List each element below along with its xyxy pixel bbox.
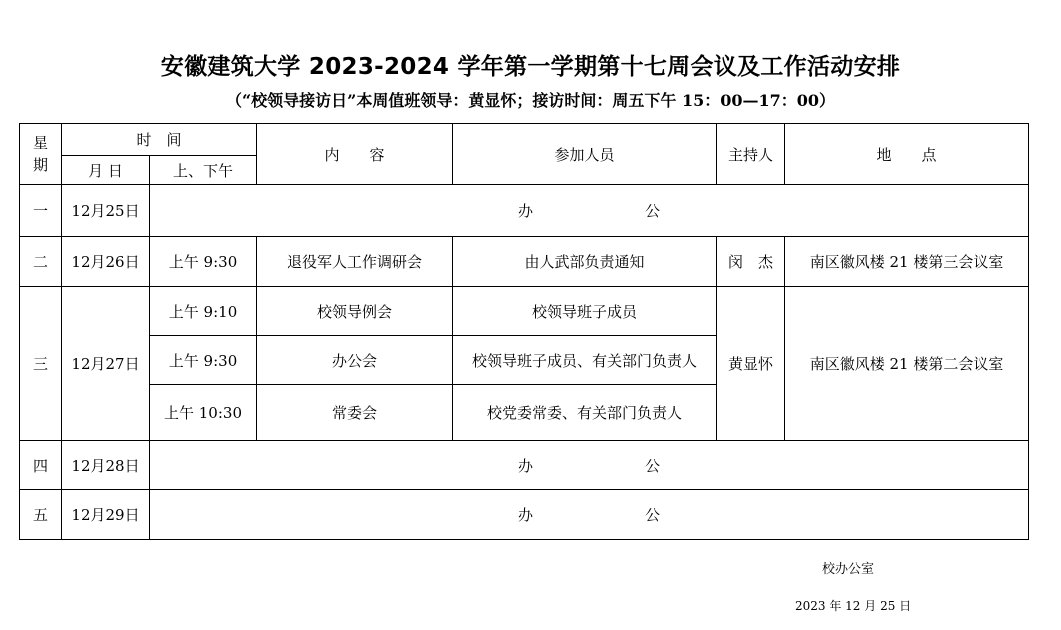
host-cell: 黄显怀 [717,287,785,441]
location-cell: 南区徽风楼 21 楼第三会议室 [785,237,1029,287]
header-participants: 参加人员 [453,124,717,185]
participants-cell: 校领导班子成员、有关部门负责人 [453,336,717,385]
date-cell: 12月27日 [62,287,150,441]
content-cell: 校领导例会 [257,287,453,336]
participants-cell: 校党委常委、有关部门负责人 [453,385,717,441]
participants-cell: 由人武部负责通知 [453,237,717,287]
table-row [20,490,1029,540]
weekday-cell: 一 [20,185,62,237]
header-host: 主持人 [717,124,785,185]
location-cell: 南区徽风楼 21 楼第二会议室 [785,287,1029,441]
weekday-cell: 五 [20,490,62,540]
date-cell: 12月26日 [62,237,150,287]
office-cell: 办 公 [150,490,1029,540]
participants-cell: 校领导班子成员 [453,287,717,336]
header-row [20,124,1029,156]
date-cell: 12月25日 [62,185,150,237]
header-weekday: 星期 [20,124,62,185]
header-ampm: 上、下午 [150,156,257,185]
date-cell: 12月28日 [62,441,150,490]
footer-date: 2023 年 12 月 25 日 [795,599,912,613]
content-cell: 办公会 [257,336,453,385]
office-cell: 办 公 [150,441,1029,490]
table-row [20,185,1029,237]
page-title: 安徽建筑大学 2023-2024 学年第一学期第十七周会议及工作活动安排 [160,54,901,80]
office-cell: 办 公 [150,185,1029,237]
header-time: 时 间 [62,124,257,156]
table-row [20,287,1029,336]
host-cell: 闵 杰 [717,237,785,287]
date-cell: 12月29日 [62,490,150,540]
table-row [20,237,1029,287]
content-cell: 退役军人工作调研会 [257,237,453,287]
weekday-cell: 二 [20,237,62,287]
content-cell: 常委会 [257,385,453,441]
time-cell: 上午 9:30 [150,237,257,287]
header-location: 地 点 [785,124,1029,185]
header-date: 月 日 [62,156,150,185]
page-subtitle: （“校领导接访日”本周值班领导：黄显怀；接访时间：周五下午 15：00—17：00） [225,91,836,110]
weekday-cell: 三 [20,287,62,441]
table-row [20,441,1029,490]
time-cell: 上午 10:30 [150,385,257,441]
schedule-table [19,123,1029,540]
header-content: 内 容 [257,124,453,185]
footer-organization: 校办公室 [822,562,875,577]
time-cell: 上午 9:10 [150,287,257,336]
weekday-cell: 四 [20,441,62,490]
time-cell: 上午 9:30 [150,336,257,385]
